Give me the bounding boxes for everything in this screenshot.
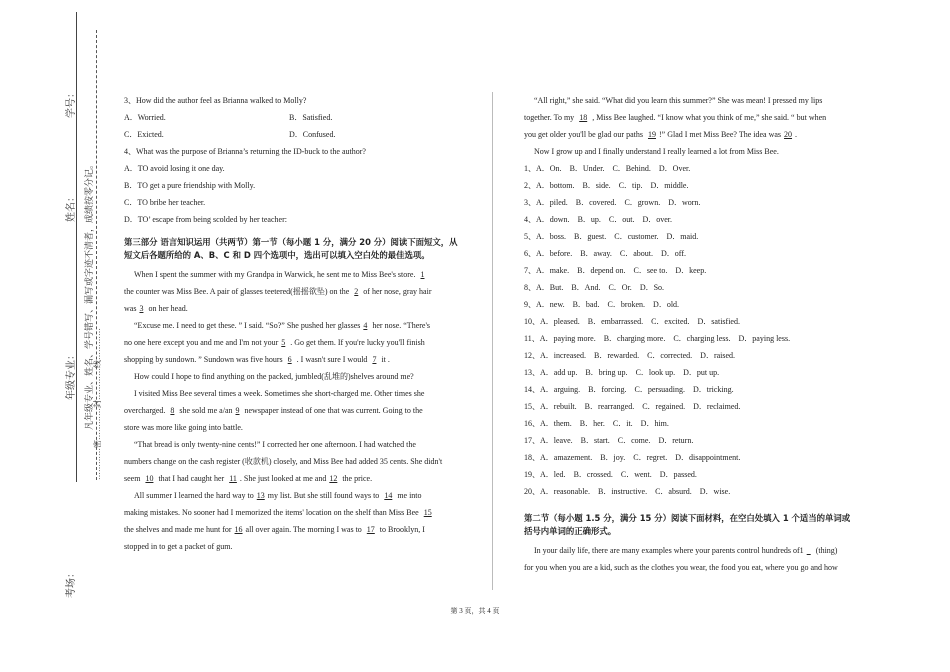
choice-option: C．corrected.	[647, 351, 693, 360]
blank: 2	[354, 287, 359, 296]
choice-row	[524, 279, 854, 296]
blank	[804, 546, 814, 555]
passage-line: overcharged. 8 she sold me a/an 9 newspaper instead of one that was current. Going to the	[124, 406, 423, 415]
choice-option: D．maid.	[666, 232, 699, 241]
choice-option: B．guest.	[574, 232, 607, 241]
choice-option: D．middle.	[650, 181, 689, 190]
choice-option: C．Or.	[608, 283, 632, 292]
student-name-label: 姓名：	[66, 192, 77, 222]
choice-option: D．worn.	[668, 198, 701, 207]
choice-row	[524, 296, 854, 313]
question-3: 3、How did the author feel as Brianna walked to Molly?	[124, 96, 307, 105]
choice-option: C．come.	[617, 436, 651, 445]
choice-option: 20、A．reasonable.	[524, 487, 590, 496]
choice-option: 10、A．pleased.	[524, 317, 580, 326]
choice-option: D．tricking.	[692, 385, 734, 394]
choice-option: B．side.	[582, 181, 611, 190]
choice-option: 4、A．down.	[524, 215, 570, 224]
choice-row	[524, 415, 854, 432]
section-2-heading: 第二节（每小题 1.5 分，满分 15 分）阅读下面材料，在空白处填入 1 个适当的单词或括号内单词的正确形式。	[524, 513, 851, 536]
choice-option: C．tip.	[618, 181, 643, 190]
section-3-heading: 第三部分 语言知识运用（共两节）第一节（每小题 1 分，满分 20 分）阅读下面短文，从短文后各题所给的 A、B、C 和 D 四个选项中，选出可以填入空白处的最佳选项。	[124, 237, 458, 260]
choice-option: 15、A．rebuilt.	[524, 402, 577, 411]
choice-row	[524, 160, 854, 177]
passage-line: the shelves and made me hunt for 16 all over again. The morning I was to 17 to Brooklyn, I	[124, 525, 425, 534]
option: D．Confused.	[289, 130, 336, 139]
passage-line: “That bread is only twenty-nine cents!” I corrected her one afternoon. I had watched the	[134, 440, 416, 449]
choice-row	[524, 211, 854, 228]
question-4: 4、What was the purpose of Brianna’s returning the ID-buck to the author?	[124, 147, 366, 156]
choice-option: B．rearranged.	[584, 402, 635, 411]
choice-row	[524, 313, 854, 330]
choice-option: 19、A．led.	[524, 470, 566, 479]
passage-line: you get older you'll be glad our paths 19 !” Glad I met Miss Bee? The idea was 20 .	[524, 130, 798, 139]
seal-line-text: …………密…………封…………线…………	[93, 328, 102, 480]
blank: 6	[287, 355, 292, 364]
choice-row	[524, 466, 854, 483]
choice-option: 7、A．make.	[524, 266, 570, 275]
choice-option: C．absurd.	[655, 487, 692, 496]
passage-line: together. To my 18 , Miss Bee laughed. “I know what you think of me,” she said. “ but when	[524, 113, 827, 122]
left-column	[124, 92, 464, 555]
blank: 18	[579, 113, 588, 122]
choice-option: D．paying less.	[738, 334, 791, 343]
question-3-options	[124, 126, 464, 143]
passage-line: numbers change on the cash register (收款机) closely, and Miss Bee had added 35 cents. She didn't	[124, 457, 443, 466]
blank: 7	[372, 355, 377, 364]
choice-option: 6、A．before.	[524, 249, 573, 258]
blank: 19	[647, 130, 656, 139]
passage-line: seem 10 that I had caught her 11 . She just looked at me and 12 the price.	[124, 474, 373, 483]
choice-option: C．see to.	[633, 266, 668, 275]
blank: 16	[234, 525, 243, 534]
exam-room-label: 考场：	[66, 568, 77, 598]
choice-option: C．it.	[612, 419, 633, 428]
choice-option: 1、A．On.	[524, 164, 562, 173]
choice-option: C．out.	[608, 215, 635, 224]
choice-row	[524, 228, 854, 245]
binding-margin	[0, 0, 110, 672]
choice-row	[524, 347, 854, 364]
passage-line: store was more like going into battle.	[124, 423, 243, 432]
choice-option: C．regained.	[642, 402, 686, 411]
choice-row	[524, 398, 854, 415]
choice-option: 18、A．amazement.	[524, 453, 593, 462]
choice-option: C．broken.	[607, 300, 646, 309]
choice-option: D．So.	[639, 283, 665, 292]
passage-line: making mistakes. No sooner had I memorized the items' location on the shelf than Miss Bee 15	[124, 504, 464, 521]
choice-option: C．persuading.	[634, 385, 685, 394]
choice-option: D．satisfied.	[697, 317, 740, 326]
passage-line: stopped in to get a packet of gum.	[124, 542, 233, 551]
passage-line: the counter was Miss Bee. A pair of glasses teetered(摇摇欲坠) on the 2 of her nose, gray hair	[124, 287, 432, 296]
passage-line: When I spent the summer with my Grandpa in Warwick, he sent me to Miss Bee's store. 1	[124, 266, 464, 283]
choice-option: B．And.	[571, 283, 601, 292]
blank: 11	[229, 474, 237, 483]
passage-line: shopping by sundown. ” Sundown was five hours 6 . I wasn't sure I would 7 it .	[124, 355, 390, 364]
blank: 5	[281, 338, 286, 347]
student-id-label: 学号：	[66, 88, 77, 118]
blank: 9	[235, 406, 240, 415]
choice-option: B．forcing.	[588, 385, 627, 394]
passage-line: “All right,” she said. “What did you learn this summer?” She was mean! I pressed my lips	[534, 96, 823, 105]
passage-line: All summer I learned the hard way to 13 my list. But she still found ways to 14 me into	[134, 491, 422, 500]
choice-option: B．crossed.	[573, 470, 613, 479]
blank: 20	[784, 130, 793, 139]
passage-line: for you when you are a kid, such as the clothes you wear, the food you eat, where you go and how	[524, 563, 838, 572]
choice-option: 14、A．arguing.	[524, 385, 581, 394]
blank: 13	[256, 491, 265, 500]
choice-option: B．up.	[577, 215, 601, 224]
choice-option: C．customer.	[614, 232, 659, 241]
choice-option: B．her.	[579, 419, 605, 428]
choice-option: C．charging less.	[673, 334, 731, 343]
passage-line: was 3 on her head.	[124, 304, 188, 313]
choice-option: 16、A．them.	[524, 419, 572, 428]
major-label: 年级专业：	[66, 350, 77, 400]
choice-row	[524, 381, 854, 398]
choice-option: C．grown.	[624, 198, 661, 207]
page-footer: 第 3 页，共 4 页	[450, 607, 500, 615]
right-column	[524, 92, 854, 576]
passage-line: no one here except you and me and I'm not your 5 . Go get them. If you're lucky you'll finish	[124, 338, 425, 347]
blank: 17	[366, 525, 375, 534]
option: D．TO’ escape from being scolded by her teacher:	[124, 215, 287, 224]
blank: 15	[423, 508, 432, 517]
choice-option: 12、A．increased.	[524, 351, 586, 360]
choice-option: C．regret.	[633, 453, 668, 462]
choice-row	[524, 262, 854, 279]
choice-option: D．reclaimed.	[693, 402, 741, 411]
choice-option: D．put up.	[683, 368, 720, 377]
choice-option: B．start.	[580, 436, 610, 445]
choice-option: B．bring up.	[585, 368, 628, 377]
passage-line: In your daily life, there are many examples where your parents control hundreds of1 (thing)	[534, 546, 838, 555]
choice-option: D．disappointment.	[675, 453, 741, 462]
choice-option: B．bad.	[572, 300, 600, 309]
choice-option: 5、A．boss.	[524, 232, 567, 241]
choice-row	[524, 177, 854, 194]
choice-option: 8、A．But.	[524, 283, 564, 292]
choice-option: 9、A．new.	[524, 300, 565, 309]
blank: 12	[329, 474, 338, 483]
choice-option: 11、A．paying more.	[524, 334, 596, 343]
choice-option: D．off.	[661, 249, 686, 258]
choice-option: D．return.	[658, 436, 694, 445]
option: A．TO avoid losing it one day.	[124, 164, 225, 173]
choice-row	[524, 330, 854, 347]
column-divider	[492, 92, 493, 590]
choice-option: D．Over.	[658, 164, 691, 173]
choice-row	[524, 364, 854, 381]
choice-option: 2、A．bottom.	[524, 181, 575, 190]
choice-option: D．raised.	[700, 351, 736, 360]
blank: 8	[170, 406, 175, 415]
choice-option: B．covered.	[575, 198, 617, 207]
choice-option: C．Behind.	[612, 164, 651, 173]
choice-option: D．him.	[640, 419, 669, 428]
choice-option: B．Under.	[569, 164, 605, 173]
choice-option: C．went.	[620, 470, 652, 479]
binding-line	[76, 12, 77, 482]
choice-option: B．rewarded.	[593, 351, 640, 360]
question-3-options	[124, 109, 464, 126]
choice-row	[524, 483, 854, 500]
choice-option: D．over.	[642, 215, 673, 224]
blank: 10	[145, 474, 154, 483]
blank: 1	[420, 270, 425, 279]
choice-option: D．wise.	[699, 487, 731, 496]
choice-option: B．joy.	[600, 453, 626, 462]
choice-row	[524, 449, 854, 466]
blank: 14	[384, 491, 393, 500]
blank: 4	[363, 321, 368, 330]
passage-line: How could I hope to find anything on the packed, jumbled(乱堆的)shelves around me?	[134, 372, 414, 381]
choice-option: D．old.	[653, 300, 680, 309]
choice-option: D．keep.	[675, 266, 707, 275]
passage-line: “Excuse me. I need to get these. ” I said. “So?” She pushed her glasses 4 her nose. “There's	[134, 321, 431, 330]
option: A．Worried.	[124, 113, 166, 122]
blank: 3	[139, 304, 144, 313]
option: B．Satisfied.	[289, 113, 333, 122]
passage-line: I visited Miss Bee several times a week. Sometimes she short-charged me. Other times she	[134, 389, 425, 398]
choice-option: 3、A．piled.	[524, 198, 568, 207]
choice-option: C．about.	[619, 249, 654, 258]
choice-option: C．look up.	[635, 368, 676, 377]
choice-option: B．embarrassed.	[587, 317, 644, 326]
choice-option: B．away.	[580, 249, 612, 258]
choice-option: 17、A．leave.	[524, 436, 573, 445]
choice-option: B．depend on.	[577, 266, 626, 275]
passage-line: Now I grow up and I finally understand I really learned a lot from Miss Bee.	[534, 147, 779, 156]
choice-option: B．instructive.	[597, 487, 648, 496]
option: C．Exicted.	[124, 130, 164, 139]
option: B．TO get a pure friendship with Molly.	[124, 181, 256, 190]
choice-option: 13、A．add up.	[524, 368, 578, 377]
choice-option: C．excited.	[651, 317, 690, 326]
warning-note: 凡年级专业、姓名、学号错写、漏写或字迹不清者，成绩按零分记。	[84, 159, 94, 430]
choice-row	[524, 432, 854, 449]
choice-row	[524, 245, 854, 262]
option: C．TO bribe her teacher.	[124, 198, 206, 207]
choice-option: D．passed.	[659, 470, 697, 479]
choice-option: B．charging more.	[603, 334, 666, 343]
choices-list	[524, 160, 854, 500]
choice-row	[524, 194, 854, 211]
